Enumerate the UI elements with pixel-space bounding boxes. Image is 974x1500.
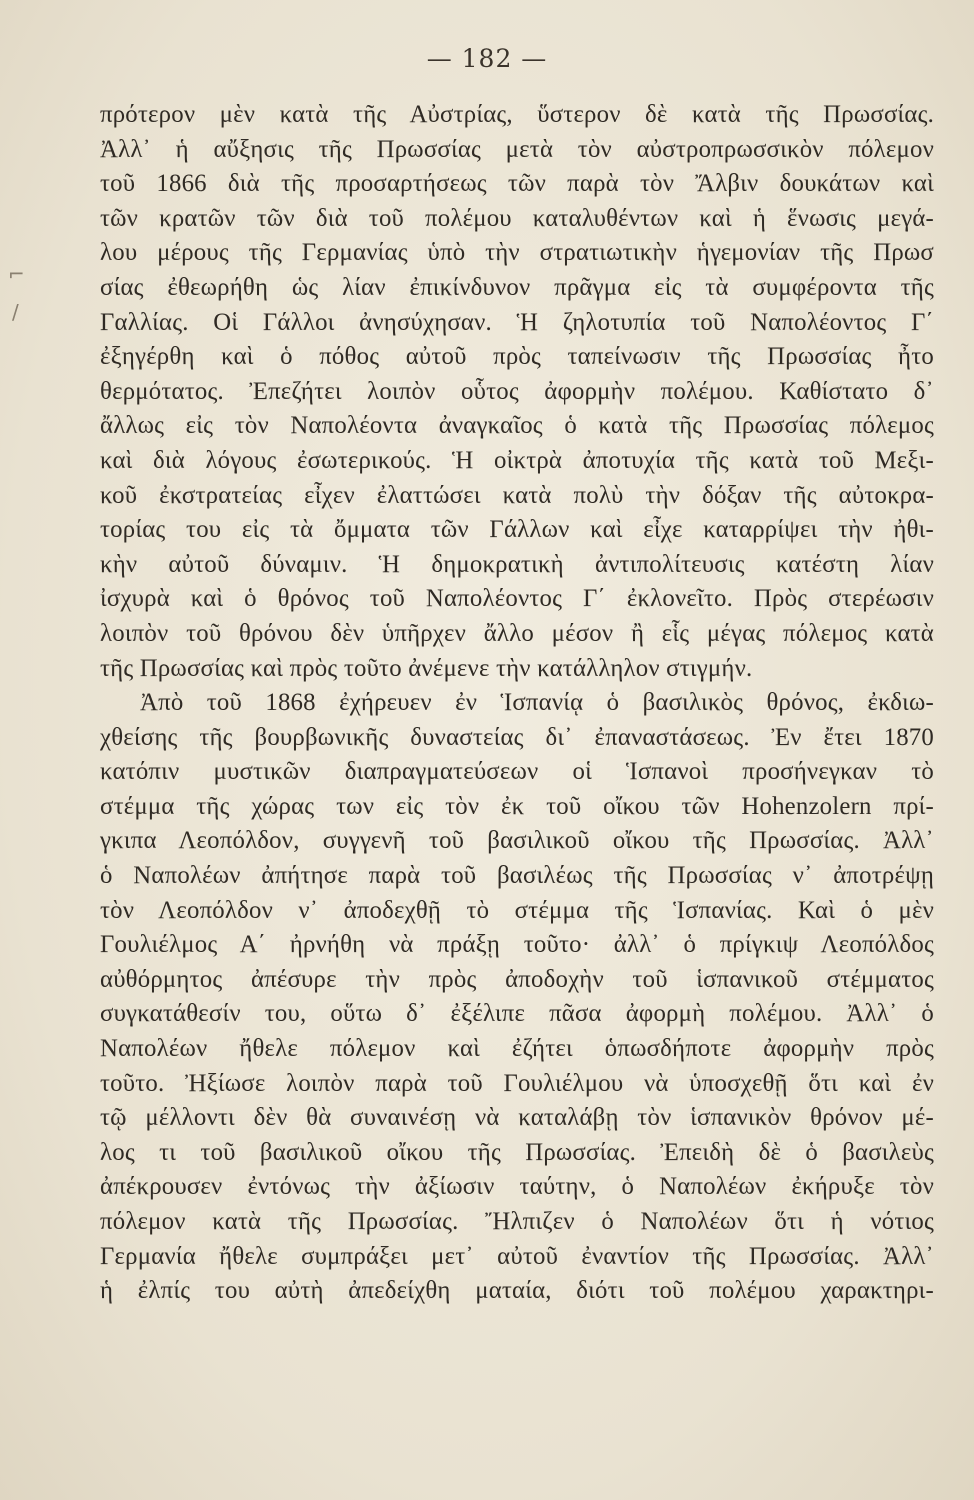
text-line: γκιπα Λεοπόλδον, συγγενῆ τοῦ βασιλικοῦ οἴκου τῆς Πρωσσίας. Ἀλλ᾿ [100, 827, 934, 855]
text-line: ἰσχυρὰ καὶ ὁ θρόνος τοῦ Ναπολέοντος Γ΄ ἐκλονεῖτο. Πρὸς στερέωσιν [100, 585, 934, 613]
text-line: κὴν αὐτοῦ δύναμιν. Ἡ δημοκρατικὴ ἀντιπολίτευσις κατέστη λίαν [100, 550, 934, 578]
text-line: Ναπολέων ἤθελε πόλεμον καὶ ἐζήτει ὁπωσδήποτε ἀφορμὴν πρὸς [100, 1035, 934, 1063]
text-line: Γουλιέλμος Α΄ ἠρνήθη νὰ πράξῃ τοῦτο· ἀλλ᾿ ὁ πρίγκιψ Λεοπόλδος [100, 931, 934, 959]
margin-mark: ⌐ [8, 262, 25, 286]
text-line: λος τι τοῦ βασιλικοῦ οἴκου τῆς Πρωσσίας. Ἐπειδὴ δὲ ὁ βασιλεὺς [100, 1138, 934, 1166]
text-line: τοῦ 1866 διὰ τῆς προσαρτήσεως τῶν παρὰ τὸν Ἄλβιν δουκάτων καὶ [100, 170, 934, 198]
text-line: χθείσης τῆς βουρβωνικῆς δυναστείας δι᾿ ἐπαναστάσεως. Ἐν ἔτει 1870 [100, 723, 934, 751]
text-line: ἐξηγέρθη καὶ ὁ πόθος αὐτοῦ πρὸς ταπείνωσιν τῆς Πρωσσίας ἦτο [100, 343, 934, 371]
text-line: ἀπέκρουσεν ἐντόνως τὴν ἀξίωσιν ταύτην, ὁ Ναπολέων ἐκήρυξε τὸν [100, 1173, 934, 1201]
margin-mark: / [12, 300, 19, 324]
text-line: ὁ Ναπολέων ἀπήτησε παρὰ τοῦ βασιλέως τῆς Πρωσσίας ν᾿ ἀποτρέψῃ [100, 862, 934, 890]
text-line: πρότερον μὲν κατὰ τῆς Αὐστρίας, ὕστερον δὲ κατὰ τῆς Πρωσσίας. [100, 101, 934, 128]
text-line: στέμμα τῆς χώρας των εἰς τὸν ἐκ τοῦ οἴκου τῶν Hohenzolern πρί- [100, 792, 934, 820]
text-line: συγκατάθεσίν του, οὕτω δ᾿ ἐξέλιπε πᾶσα ἀφορμὴ πολέμου. Ἀλλ᾿ ὁ [100, 1000, 934, 1028]
body-text [100, 98, 934, 1309]
text-line: τοῦτο. Ἠξίωσε λοιπὸν παρὰ τοῦ Γουλιέλμου νὰ ὑποσχεθῇ ὅτι καὶ ἐν [100, 1069, 934, 1097]
text-line: πόλεμον κατὰ τῆς Πρωσσίας. Ἤλπιζεν ὁ Ναπολέων ὅτι ἡ νότιος [100, 1208, 934, 1235]
text-line: ἡ ἐλπίς του αὐτὴ ἀπεδείχθη ματαία, διότι τοῦ πολέμου χαρακτηρι- [100, 1277, 934, 1305]
text-line: ἄλλως εἰς τὸν Ναπολέοντα ἀναγκαῖος ὁ κατὰ τῆς Πρωσσίας πόλεμος [100, 412, 934, 440]
text-line: καὶ διὰ λόγους ἐσωτερικούς. Ἡ οἰκτρὰ ἀποτυχία τῆς κατὰ τοῦ Μεξι- [100, 446, 934, 474]
text-line: Γαλλίας. Οἱ Γάλλοι ἀνησύχησαν. Ἡ ζηλοτυπία τοῦ Ναπολέοντος Γ΄ [100, 308, 934, 336]
text-line: τῶν κρατῶν τῶν διὰ τοῦ πολέμου καταλυθέντων καὶ ἡ ἕνωσις μεγά- [100, 204, 934, 232]
text-line: κοῦ ἐκστρατείας εἶχεν ἐλαττώσει κατὰ πολὺ τὴν δόξαν τῆς αὐτοκρα- [100, 481, 934, 509]
text-line: λου μέρους τῆς Γερμανίας ὑπὸ τὴν στρατιωτικὴν ἡγεμονίαν τῆς Πρωσ [100, 239, 934, 267]
text-line: αὐθόρμητος ἀπέσυρε τὴν πρὸς ἀποδοχὴν τοῦ ἱσπανικοῦ στέμματος [100, 965, 934, 993]
text-line: θερμότατος. Ἐπεζήτει λοιπὸν οὗτος ἀφορμὴν πολέμου. Καθίστατο δ᾿ [100, 377, 934, 405]
text-line: Ἀλλ᾿ ἡ αὔξησις τῆς Πρωσσίας μετὰ τὸν αὐστροπρωσσικὸν πόλεμον [100, 135, 934, 163]
text-line: τὸν Λεοπόλδον ν᾿ ἀποδεχθῇ τὸ στέμμα τῆς Ἱσπανίας. Καὶ ὁ μὲν [100, 896, 934, 924]
text-line: τορίας του εἰς τὰ ὄμματα τῶν Γάλλων καὶ εἶχε καταρρίψει τὴν ἠθι- [100, 516, 934, 544]
paragraph-end-line: τῆς Πρωσσίας καὶ πρὸς τοῦτο ἀνέμενε τὴν κατάλληλον στιγμήν. [100, 654, 753, 682]
text-line: κατόπιν μυστικῶν διαπραγματεύσεων οἱ Ἱσπανοὶ προσήνεγκαν τὸ [100, 758, 934, 786]
page-number: — 182 — [426, 44, 548, 73]
text-line: τῷ μέλλοντι δὲν θὰ συναινέσῃ νὰ καταλάβῃ τὸν ἱσπανικὸν θρόνον μέ- [100, 1104, 934, 1132]
text-line: λοιπὸν τοῦ θρόνου δὲν ὑπῆρχεν ἄλλο μέσον ἢ εἷς μέγας πόλεμος κατὰ [100, 619, 934, 647]
text-line: σίας ἐθεωρήθη ὡς λίαν ἐπικίνδυνον πρᾶγμα εἰς τὰ συμφέροντα τῆς [100, 273, 934, 301]
paragraph-start-line: Ἀπὸ τοῦ 1868 ἐχήρευεν ἐν Ἱσπανίᾳ ὁ βασιλικὸς θρόνος, ἐκδιω- [140, 689, 934, 717]
text-line: Γερμανία ἤθελε συμπράξει μετ᾿ αὐτοῦ ἐναντίον τῆς Πρωσσίας. Ἀλλ᾿ [100, 1242, 934, 1270]
